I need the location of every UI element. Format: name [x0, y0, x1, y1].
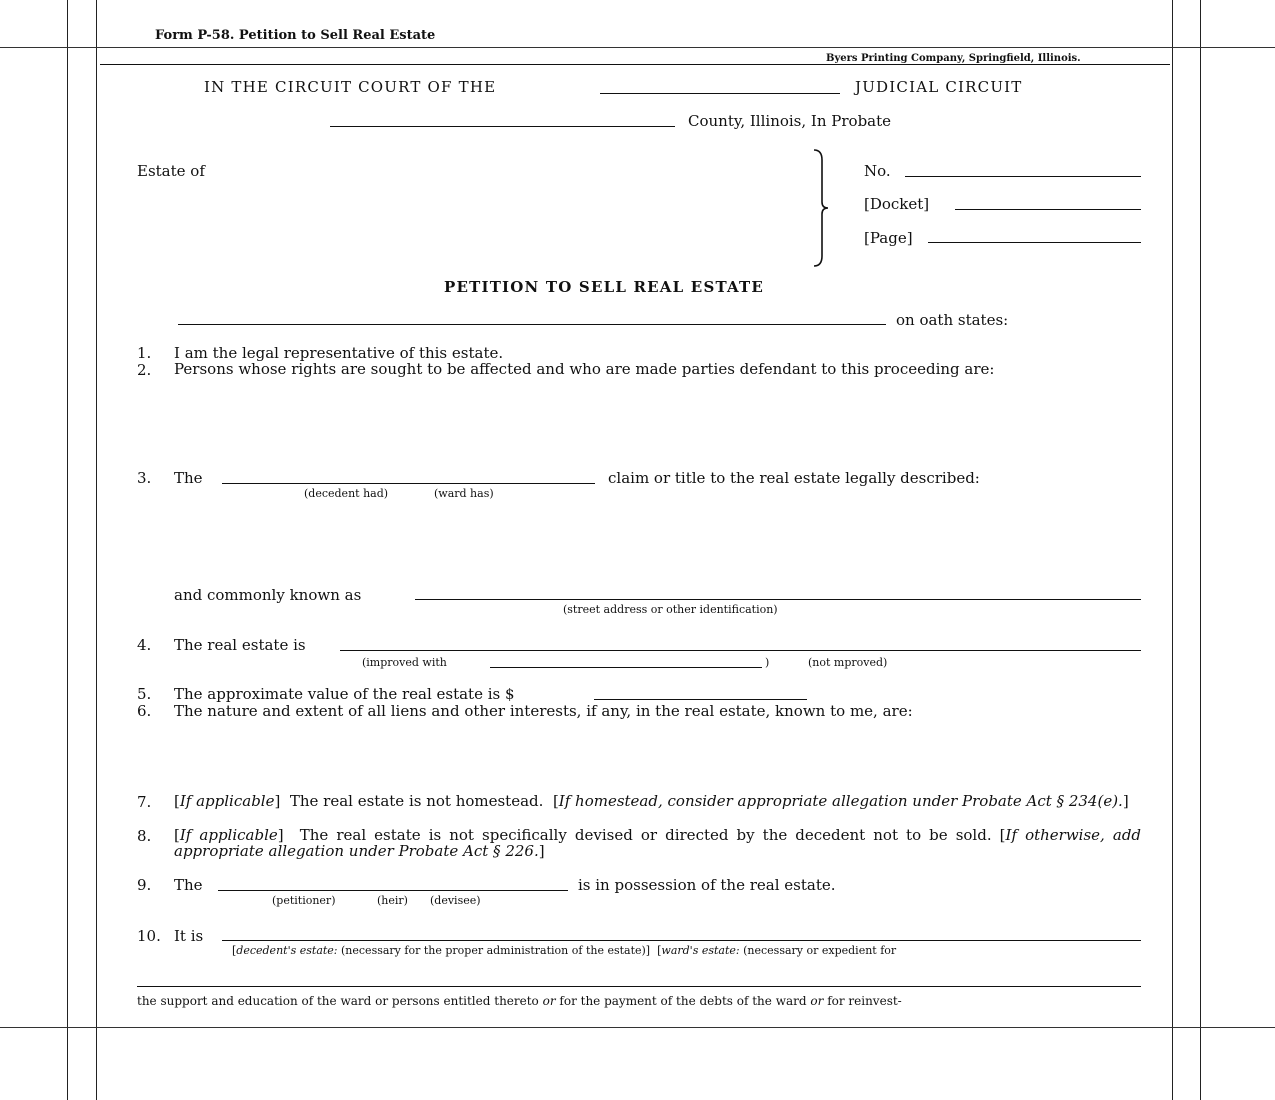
item-8-tag: If applicable	[179, 826, 278, 844]
item-9-number: 9.	[137, 876, 152, 894]
item-4-text: The real estate is	[174, 636, 306, 654]
item-9-option-petitioner: (petitioner)	[272, 894, 336, 907]
item-9-pre: The	[174, 876, 203, 894]
item-3-pre: The	[174, 469, 203, 487]
item-4-not-improved-label: (not mproved)	[808, 656, 888, 669]
item-2-text: Persons whose rights are sought to be affected and who are made parties defendant to this proceeding are:	[174, 360, 995, 378]
item-9-post: is in possession of the real estate.	[578, 876, 836, 894]
item-4-blank[interactable]	[340, 650, 1141, 651]
item-1-text: I am the legal representative of this estate.	[174, 344, 504, 362]
item-10-cont-c: for reinvest-	[827, 994, 902, 1008]
item-10-blank[interactable]	[222, 940, 1141, 941]
petitioner-name-blank[interactable]	[178, 324, 886, 325]
item-2-number: 2.	[137, 361, 152, 379]
case-no-blank[interactable]	[905, 176, 1141, 177]
item-5-number: 5.	[137, 685, 152, 703]
header-rule	[100, 64, 1170, 65]
court-line: IN THE CIRCUIT COURT OF THE	[204, 78, 497, 96]
item-4-number: 4.	[137, 636, 152, 654]
binder-line-left-outer	[67, 0, 68, 1100]
item-3-option-decedent: (decedent had)	[304, 487, 389, 500]
item-6-number: 6.	[137, 702, 152, 720]
known-as-hint: (street address or other identification)	[563, 603, 778, 616]
item-10-text: It is	[174, 927, 204, 945]
item-3-number: 3.	[137, 469, 152, 487]
item-8-note: If otherwise, add appropriate allegation under Probate Act § 226.	[174, 826, 1142, 860]
item-10-or-2: or	[810, 994, 824, 1008]
item-8-statement: The real estate is not specifically devised or directed by the decedent not to be sold.	[299, 826, 992, 844]
docket-blank[interactable]	[955, 209, 1141, 210]
item-10-ward-label: ward's estate:	[661, 944, 740, 957]
item-9-option-heir: (heir)	[377, 894, 408, 907]
binder-line-right-outer	[1200, 0, 1201, 1100]
county-line: County, Illinois, In Probate	[688, 112, 892, 130]
form-id: Form P-58. Petition to Sell Real Estate	[155, 28, 436, 43]
county-blank[interactable]	[330, 126, 675, 127]
item-10-continuation-blank[interactable]	[137, 986, 1141, 987]
item-10-ward-text: (necessary or expedient for	[743, 944, 897, 957]
page-blank[interactable]	[928, 242, 1141, 243]
item-5-value-blank[interactable]	[594, 699, 807, 700]
item-3-post: claim or title to the real estate legally described:	[608, 469, 980, 487]
item-3-blank[interactable]	[222, 483, 595, 484]
item-10-or-1: or	[542, 994, 556, 1008]
item-10-number: 10.	[137, 927, 161, 945]
binder-line-left-inner	[96, 0, 97, 1100]
circuit-number-blank[interactable]	[600, 93, 840, 94]
known-as-label: and commonly known as	[174, 586, 362, 604]
document-title: PETITION TO SELL REAL ESTATE	[444, 278, 765, 296]
item-10-cont-a: the support and education of the ward or persons entitled thereto	[137, 994, 539, 1008]
item-7-tag: If applicable	[179, 792, 275, 810]
printer-credit: Byers Printing Company, Springfield, Illinois.	[826, 53, 1081, 64]
item-6-text: The nature and extent of all liens and other interests, if any, in the real estate, known to me, are:	[174, 702, 913, 720]
item-4-improved-label: (improved with	[362, 656, 447, 669]
item-10-continuation	[137, 994, 1141, 1008]
item-9-blank[interactable]	[218, 890, 568, 891]
item-7-text: [If applicable] The real estate is not homestead. [If homestead, consider appropriate allegation under Probate Act § 234(e).]	[174, 792, 1129, 810]
estate-of-label: Estate of	[137, 162, 205, 180]
item-3-option-ward: (ward has)	[434, 487, 494, 500]
scan-line-bottom	[0, 1027, 1275, 1028]
item-10-cont-b: for the payment of the debts of the ward	[559, 994, 807, 1008]
item-10-decedent-label: decedent's estate:	[236, 944, 338, 957]
item-4-improved-blank[interactable]	[490, 667, 762, 668]
known-as-blank[interactable]	[415, 599, 1141, 600]
item-7-note: If homestead, consider appropriate allegation under Probate Act § 234(e).	[558, 792, 1123, 810]
on-oath-text: on oath states:	[896, 311, 1009, 329]
caption-brace	[806, 148, 830, 268]
item-7-statement: The real estate is not homestead.	[289, 792, 544, 810]
item-9-option-devisee: (devisee)	[430, 894, 481, 907]
judicial-circuit-label: JUDICIAL CIRCUIT	[855, 78, 1023, 96]
item-8-text: [If applicable] The real estate is not specifically devised or directed by the decedent not to be sold. [If otherwise, add appropriate allegation under Probate Act § 226.]	[174, 826, 1142, 860]
binder-line-right-inner	[1172, 0, 1173, 1100]
case-no-label: No.	[864, 162, 891, 180]
item-4-improved-close: )	[765, 656, 770, 669]
scan-line-top	[0, 47, 1275, 48]
item-10-decedent-text: (necessary for the proper administration of the estate)]	[341, 944, 651, 957]
item-10-options: [decedent's estate: (necessary for the proper administration of the estate)] [ward's estate: (necessary or expedient for	[232, 944, 897, 957]
item-8-number: 8.	[137, 827, 152, 845]
item-5-text: The approximate value of the real estate is $	[174, 685, 515, 703]
page-label: [Page]	[864, 229, 913, 247]
item-1-number: 1.	[137, 344, 152, 362]
item-7-number: 7.	[137, 793, 152, 811]
docket-label: [Docket]	[864, 195, 930, 213]
